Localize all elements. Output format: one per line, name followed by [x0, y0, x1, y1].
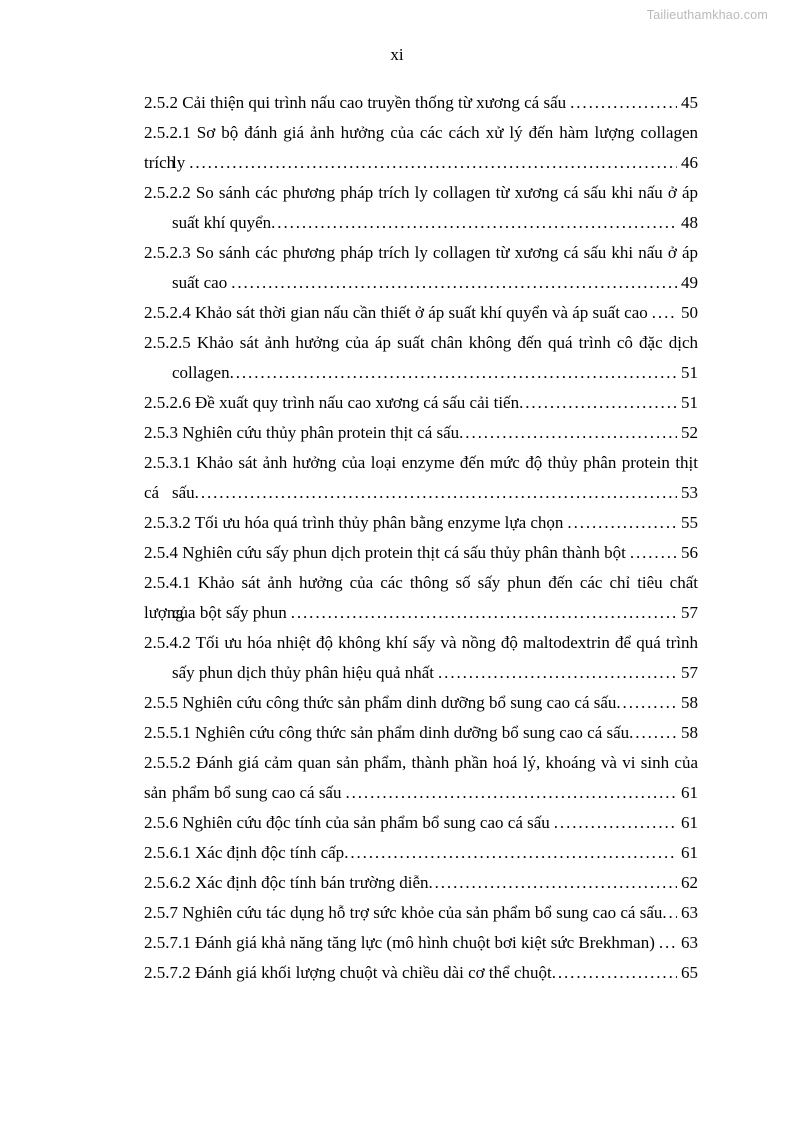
dot-leader	[630, 538, 677, 568]
toc-entry-leader-line	[144, 208, 698, 238]
toc-entry-text: 2.5.5 Nghiên cứu công thức sản phẩm dinh dưỡng bổ sung cao cá sấu	[144, 693, 617, 712]
toc-entry-leader-line	[144, 688, 698, 718]
dot-leader	[345, 778, 677, 808]
toc-entry-leader-line	[144, 388, 698, 418]
toc-entry-leader-line	[144, 598, 698, 628]
toc-entry[interactable]	[144, 328, 698, 388]
toc-entry-line	[144, 178, 698, 208]
toc-entry[interactable]	[144, 748, 698, 808]
toc-page-number: 50	[681, 303, 698, 322]
toc-entry-leader-line	[144, 928, 698, 958]
toc-entry-text: 2.5.4.1 Khảo sát ảnh hưởng của các thông số sấy phun đến các chỉ tiêu chất lượng	[144, 573, 698, 622]
toc-entry[interactable]	[144, 688, 698, 718]
dot-leader	[231, 268, 677, 298]
toc-entry-leader-line	[144, 148, 698, 178]
toc-entry-text: 2.5.3.2 Tối ưu hóa quá trình thủy phân bằng enzyme lựa chọn	[144, 513, 564, 532]
dot-leader	[195, 478, 677, 508]
toc-entry-text: của bột sấy phun	[172, 603, 287, 622]
toc-entry[interactable]	[144, 538, 698, 568]
toc-entry-text: 2.5.6.1 Xác định độc tính cấp	[144, 843, 345, 862]
toc-entry-text: 2.5.4.2 Tối ưu hóa nhiệt độ không khí sấy và nồng độ maltodextrin để quá trình	[144, 633, 698, 652]
toc-entry-text: 2.5.2.1 Sơ bộ đánh giá ảnh hưởng của các cách xử lý đến hàm lượng collagen trích	[144, 123, 698, 172]
toc-entry-leader-line	[144, 808, 698, 838]
toc-entry-leader-line	[144, 868, 698, 898]
toc-entry-text: sấu	[172, 483, 195, 502]
dot-leader	[567, 508, 677, 538]
toc-entry-text: 2.5.2.6 Đề xuất quy trình nấu cao xương cá sấu cải tiến	[144, 393, 520, 412]
toc-entry[interactable]	[144, 868, 698, 898]
toc-entry-leader-line	[144, 268, 698, 298]
toc-page-number: 57	[681, 603, 698, 622]
dot-leader	[189, 148, 677, 178]
toc-page-number: 65	[681, 963, 698, 982]
toc-entry-line	[144, 238, 698, 268]
dot-leader	[629, 718, 677, 748]
toc-entry-leader-line	[144, 418, 698, 448]
toc-entry-leader-line	[144, 88, 698, 118]
toc-entry[interactable]	[144, 568, 698, 628]
toc-entry-text: 2.5.7 Nghiên cứu tác dụng hỗ trợ sức khỏe của sản phẩm bổ sung cao cá sấu	[144, 903, 663, 922]
toc-entry-text: 2.5.6.2 Xác định độc tính bán trường diễn	[144, 873, 429, 892]
toc-entry[interactable]	[144, 508, 698, 538]
toc-entry-text: 2.5.5.1 Nghiên cứu công thức sản phẩm dinh dưỡng bổ sung cao cá sấu	[144, 723, 630, 742]
toc-entry[interactable]	[144, 898, 698, 928]
toc-page-number: 58	[681, 723, 698, 742]
site-watermark: Tailieuthamkhao.com	[646, 8, 768, 22]
toc-entry[interactable]	[144, 958, 698, 988]
toc-entry-text: 2.5.4 Nghiên cứu sấy phun dịch protein thịt cá sấu thủy phân thành bột	[144, 543, 626, 562]
toc-entry-text: suất khí quyển	[172, 213, 272, 232]
toc-page-number: 63	[681, 903, 698, 922]
toc-entry-text: collagen	[172, 363, 230, 382]
dot-leader	[570, 88, 677, 118]
toc-page-number: 55	[681, 513, 698, 532]
dot-leader	[554, 808, 677, 838]
toc-entry-line	[144, 628, 698, 658]
dot-leader	[616, 688, 677, 718]
toc-entry-text: suất cao	[172, 273, 228, 292]
toc-entry-text: 2.5.7.2 Đánh giá khối lượng chuột và chiều dài cơ thể chuột	[144, 963, 552, 982]
toc-entry-text: phẩm bổ sung cao cá sấu	[172, 783, 342, 802]
toc-entry-leader-line	[144, 478, 698, 508]
dot-leader	[230, 358, 677, 388]
toc-entry[interactable]	[144, 238, 698, 298]
toc-page-number: 57	[681, 663, 698, 682]
toc-entry[interactable]	[144, 88, 698, 118]
toc-entry[interactable]	[144, 118, 698, 178]
toc-entry-text: 2.5.2.4 Khảo sát thời gian nấu cần thiết ở áp suất khí quyển và áp suất cao	[144, 303, 648, 322]
toc-entry-leader-line	[144, 358, 698, 388]
toc-entry-leader-line	[144, 958, 698, 988]
toc-entry-line	[144, 328, 698, 358]
toc-page-number: 53	[681, 483, 698, 502]
dot-leader	[519, 388, 677, 418]
toc-entry-leader-line	[144, 298, 698, 328]
toc-entry-leader-line	[144, 838, 698, 868]
toc-page-number: 62	[681, 873, 698, 892]
toc-entry-text: 2.5.3 Nghiên cứu thủy phân protein thịt cá sấu	[144, 423, 460, 442]
toc-entry-leader-line	[144, 508, 698, 538]
toc-page-number: 61	[681, 783, 698, 802]
toc-page-number: 51	[681, 393, 698, 412]
toc-entry-text: 2.5.6 Nghiên cứu độc tính của sản phẩm bổ sung cao cá sấu	[144, 813, 550, 832]
toc-entry-text: 2.5.2.2 So sánh các phương pháp trích ly collagen từ xương cá sấu khi nấu ở áp	[144, 183, 698, 202]
toc-page-number: 51	[681, 363, 698, 382]
toc-entry-text: 2.5.5.2 Đánh giá cảm quan sản phẩm, thành phần hoá lý, khoáng và vi sinh của sản	[144, 753, 698, 802]
toc-page-number: 46	[681, 153, 698, 172]
toc-page-number: 45	[681, 93, 698, 112]
dot-leader	[552, 958, 677, 988]
toc-entry-leader-line	[144, 658, 698, 688]
toc-entry-leader-line	[144, 778, 698, 808]
toc-page-number: 52	[681, 423, 698, 442]
toc-entry-text: 2.5.7.1 Đánh giá khả năng tăng lực (mô hình chuột bơi kiệt sức Brekhman)	[144, 933, 655, 952]
toc-page-number: 58	[681, 693, 698, 712]
toc-entry[interactable]	[144, 298, 698, 328]
dot-leader	[659, 928, 677, 958]
toc-page-number: 61	[681, 813, 698, 832]
toc-entry-leader-line	[144, 538, 698, 568]
toc-entry-text: 2.5.2 Cải thiện qui trình nấu cao truyền thống từ xương cá sấu	[144, 93, 567, 112]
toc-page-number: 63	[681, 933, 698, 952]
toc-entry-leader-line	[144, 718, 698, 748]
toc-entry-text: sấy phun dịch thủy phân hiệu quả nhất	[172, 663, 435, 682]
toc-entry[interactable]	[144, 718, 698, 748]
toc-entry[interactable]	[144, 178, 698, 238]
dot-leader	[291, 598, 677, 628]
toc-page-number: 61	[681, 843, 698, 862]
dot-leader	[438, 658, 677, 688]
toc-entry-text: 2.5.3.1 Khảo sát ảnh hưởng của loại enzyme đến mức độ thủy phân protein thịt cá	[144, 453, 698, 502]
dot-leader	[459, 418, 677, 448]
toc-entry[interactable]	[144, 808, 698, 838]
toc-entry-text: 2.5.2.5 Khảo sát ảnh hưởng của áp suất chân không đến quá trình cô đặc dịch	[144, 333, 698, 352]
page-number: xi	[390, 45, 404, 64]
dot-leader	[271, 208, 677, 238]
toc-entry[interactable]	[144, 628, 698, 688]
toc-entry-leader-line	[144, 898, 698, 928]
toc-entry[interactable]	[144, 838, 698, 868]
toc-page-number: 56	[681, 543, 698, 562]
toc-entry[interactable]	[144, 448, 698, 508]
dot-leader	[428, 868, 677, 898]
dot-leader	[652, 298, 677, 328]
toc-entry[interactable]	[144, 928, 698, 958]
toc-entry-text: 2.5.2.3 So sánh các phương pháp trích ly collagen từ xương cá sấu khi nấu ở áp	[144, 243, 698, 262]
dot-leader	[344, 838, 677, 868]
dot-leader	[662, 898, 677, 928]
table-of-contents	[144, 88, 698, 988]
toc-page-number: 48	[681, 213, 698, 232]
toc-page-number: 49	[681, 273, 698, 292]
toc-entry[interactable]	[144, 388, 698, 418]
toc-entry-text: ly	[172, 153, 186, 172]
toc-entry[interactable]	[144, 418, 698, 448]
